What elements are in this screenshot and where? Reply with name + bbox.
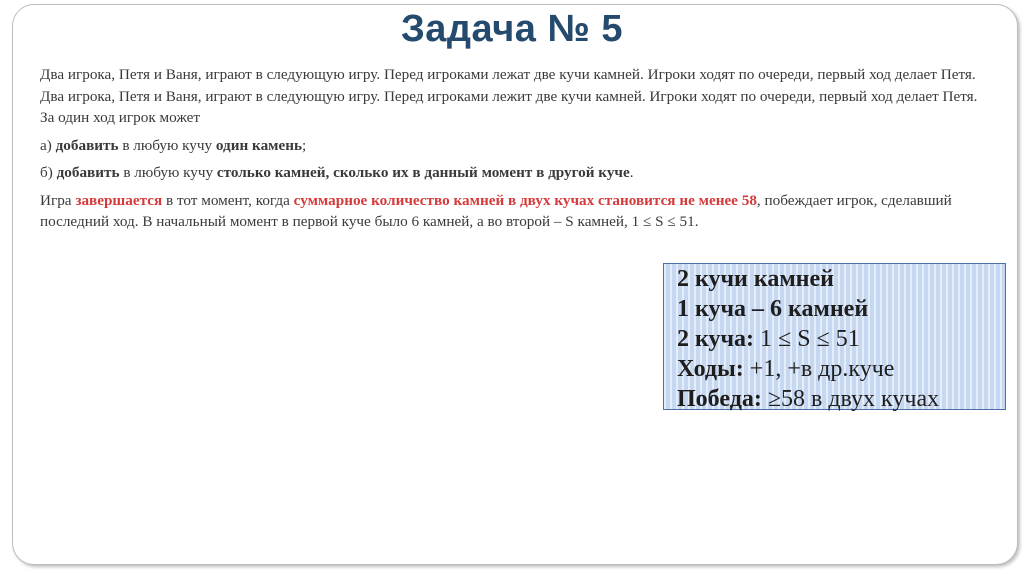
summary-line-2	[677, 294, 1005, 324]
summary-line-4-label: Ходы:	[677, 356, 744, 382]
summary-line-5-value: ≥58 в двух кучах	[761, 386, 940, 412]
option-a-suffix: ;	[302, 136, 307, 154]
option-b-amount: столько камней, сколько их в данный момент в другой куче	[216, 164, 630, 181]
end-rule-text-3: , побеждает игрок, сделавший последний ход. В начальный момент в первой куче было 6 камней, а во второй – S камней, 1 ≤ S ≤ 51.	[40, 191, 952, 230]
summary-line-3-value: 1 ≤ S ≤ 51	[754, 326, 860, 352]
task-text	[40, 64, 995, 239]
end-rule-text-1: Игра	[40, 191, 76, 209]
option-a-amount: один камень	[215, 136, 303, 154]
page-title: Задача № 5	[400, 8, 624, 50]
option-b-prefix: б)	[40, 164, 57, 181]
option-b-verb: добавить	[56, 164, 120, 181]
summary-line-3-label: 2 куча:	[677, 326, 755, 352]
option-a-prefix: а)	[40, 136, 56, 154]
summary-line-1-text: 2 кучи камней	[677, 266, 834, 292]
summary-line-4-value: +1, +в др.куче	[743, 356, 895, 382]
summary-line-3	[677, 324, 1005, 354]
end-rule-highlight-2: суммарное количество камней в двух кучах становится не менее 58	[293, 191, 757, 209]
end-rule-highlight-1: завершается	[75, 191, 163, 209]
end-rule-paragraph	[40, 190, 995, 233]
option-b	[40, 162, 995, 184]
option-a-mid: в любую кучу	[118, 136, 216, 154]
summary-line-1	[677, 264, 1005, 294]
summary-line-2-text: 1 куча – 6 камней	[677, 296, 869, 322]
option-b-mid: в любую кучу	[119, 164, 217, 181]
summary-box	[663, 263, 1006, 410]
summary-line-5-label: Победа:	[677, 386, 762, 412]
end-rule-text-2: в тот момент, когда	[162, 191, 294, 209]
option-b-suffix: .	[629, 164, 634, 181]
option-a	[40, 135, 995, 157]
summary-line-4	[677, 354, 1005, 384]
intro-paragraph: Два игрока, Петя и Ваня, играют в следующую игру. Перед игроками лежат две кучи камней. Игроки ходят по очереди, первый ход делает Петя. Два игрока, Петя и Ваня, играют в следующую игру. Перед игроками лежит две кучи камней. Игроки ходят по очереди, первый ход делает Петя. За один ход игрок может	[40, 66, 978, 126]
summary-line-5	[677, 384, 1005, 414]
option-a-verb: добавить	[55, 136, 119, 154]
